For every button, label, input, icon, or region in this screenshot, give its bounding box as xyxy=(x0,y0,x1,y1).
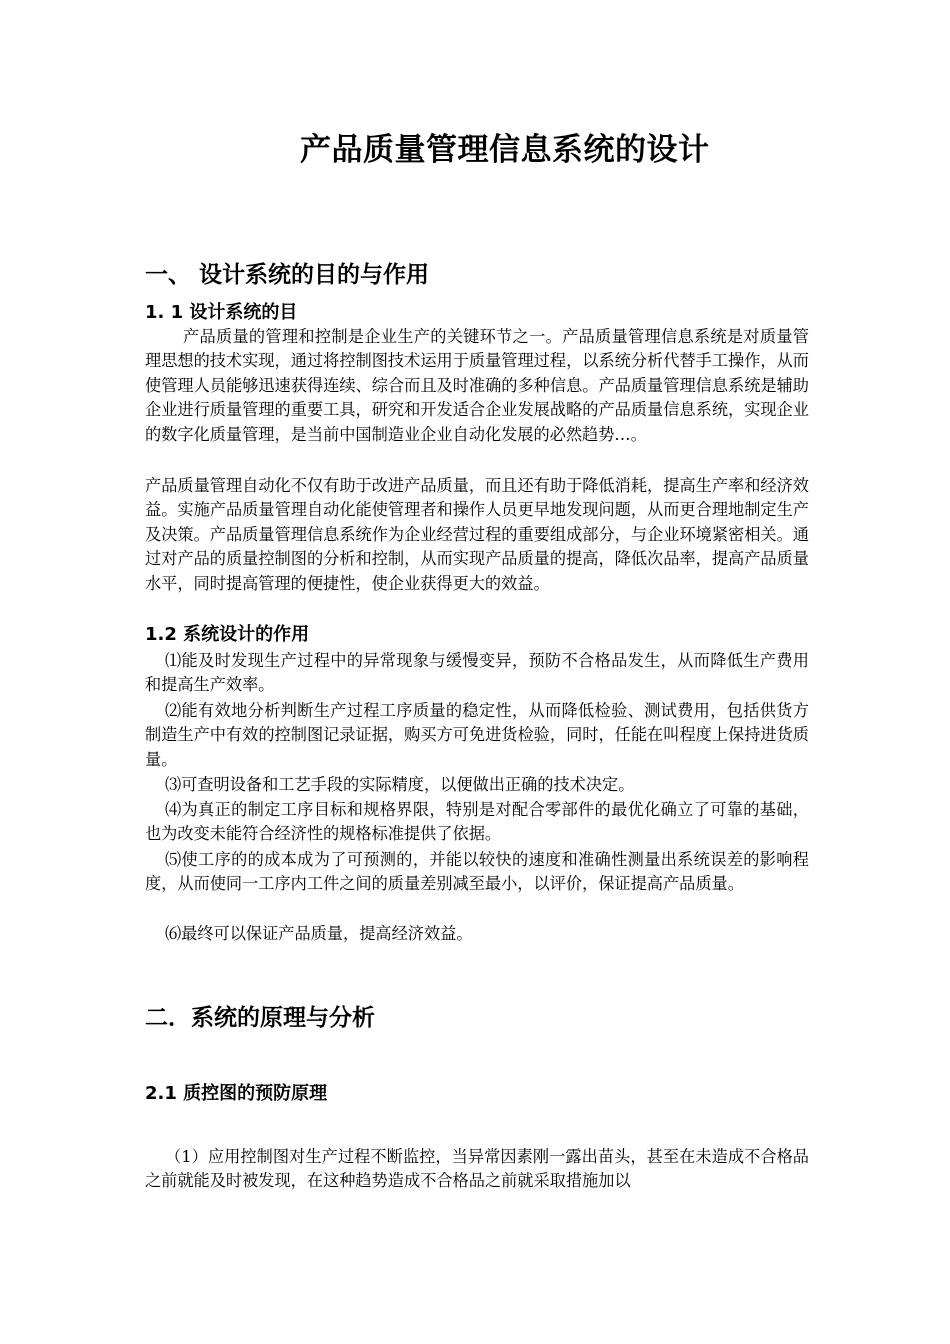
section-1-1-paragraph-2: 产品质量管理自动化不仅有助于改进产品质量，而且还有助于降低消耗，提高生产率和经济效益。实施产品质量管理自动化能使管理者和操作人员更早地发现问题，从而更合理地制定生产及决策。产品质量管理信息系统作为企业经营过程的重要组成部分，与企业环境紧密相关。通过对产品的质量控制图的分析和控制，从而实现产品质量的提高，降低次品率，提高产品质量水平，同时提高管理的便捷性，使企业获得更大的效益。 xyxy=(145,476,809,593)
function-item-4: ⑷为真正的制定工序目标和规格界限，特别是对配合零部件的最优化确立了可靠的基础，也为改变未能符合经济性的规格标准提供了依据。 xyxy=(145,800,809,844)
section-1-heading: 一、 设计系统的目的与作用 xyxy=(145,262,430,288)
section-1-1-paragraph-1: 产品质量的管理和控制是企业生产的关键环节之一。产品质量管理信息系统是对质量管理思想的技术实现，通过将控制图技术运用于质量管理过程，以系统分析代替手工操作，从而使管理人员能够迅速获得连续、综合而且及时准确的多种信息。产品质量管理信息系统是辅助企业进行质量管理的重要工具，研究和开发适合企业发展战略的产品质量信息系统，实现企业的数字化质量管理，是当前中国制造业企业自动化发展的必然趋势…。 xyxy=(145,327,809,444)
function-item-5: ⑸使工序的的成本成为了可预测的，并能以较快的速度和准确性测量出系统误差的影响程度，从而使同一工序内工件之间的质量差别减至最小，以评价，保证提高产品质量。 xyxy=(145,850,809,894)
section-1-2-heading: 1.2 系统设计的作用 xyxy=(145,624,310,645)
section-2-1-paragraph-1: （1）应用控制图对生产过程不断监控，当异常因素刚一露出苗头，甚至在未造成不合格品之前就能及时被发现，在这种趋势造成不合格品之前就采取措施加以 xyxy=(145,1147,809,1191)
section-2-1-heading: 2.1 质控图的预防原理 xyxy=(145,1083,328,1104)
section-2-heading: 二．系统的原理与分析 xyxy=(145,1005,375,1031)
function-item-6: ⑹最终可以保证产品质量，提高经济效益。 xyxy=(165,924,473,943)
function-item-2: ⑵能有效地分析判断生产过程工序质量的稳定性，从而降低检验、测试费用，包括供货方制造生产中有效的控制图记录证据，购买方可免进货检验，同时，任能在叫程度上保持进货质量。 xyxy=(145,701,809,769)
function-item-3: ⑶可查明设备和工艺手段的实际精度，以便做出正确的技术决定。 xyxy=(165,775,635,794)
section-1-1-heading: 1. 1 设计系统的目 xyxy=(145,302,298,323)
document-title: 产品质量管理信息系统的设计 xyxy=(300,132,710,168)
function-item-1: ⑴能及时发现生产过程中的异常现象与缓慢变异，预防不合格品发生，从而降低生产费用和提高生产效率。 xyxy=(145,651,809,695)
